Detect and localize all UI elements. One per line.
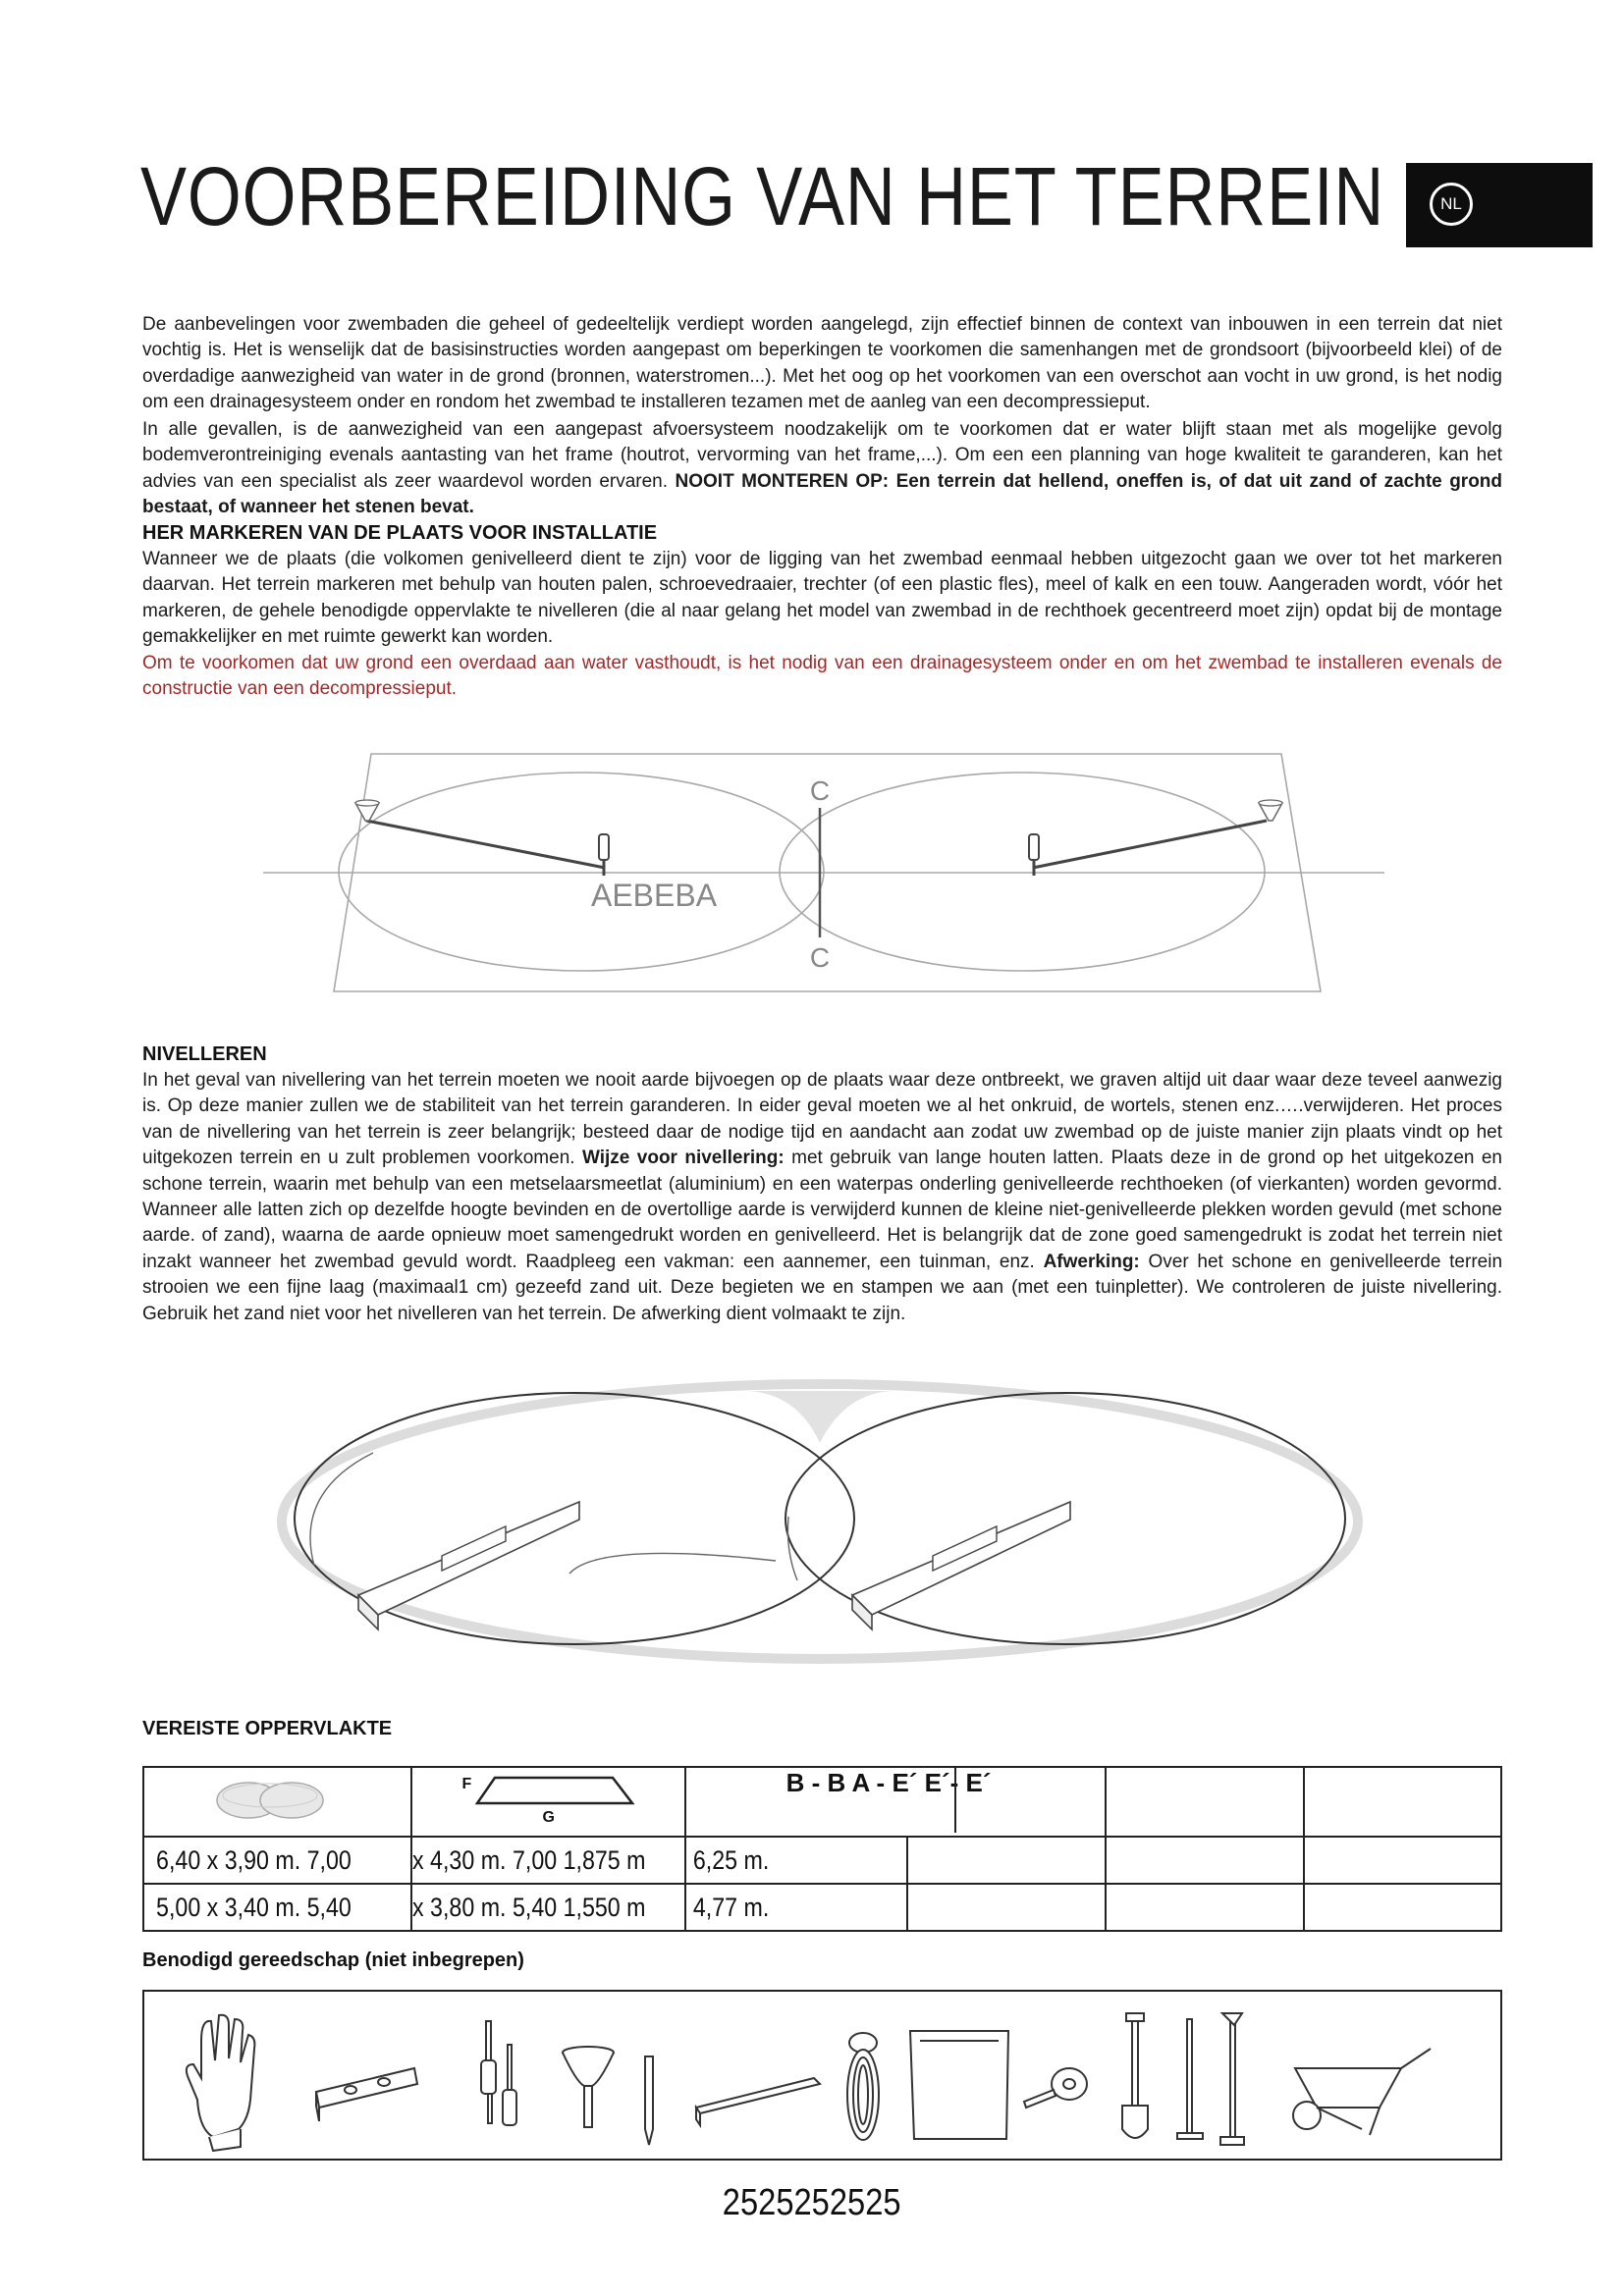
diagram-label-top: C xyxy=(809,775,831,806)
marking-heading: HER MARKEREN VAN DE PLAATS VOOR INSTALLATIE xyxy=(142,522,658,544)
cell xyxy=(1106,1884,1304,1931)
page-title: VOORBEREIDING VAN HET TERREIN xyxy=(140,150,1385,242)
cell xyxy=(907,1884,1106,1931)
surface-row-2 xyxy=(143,1884,1501,1931)
rope-icon xyxy=(847,2033,879,2140)
surface-row-1 xyxy=(143,1837,1501,1884)
pool-shape-icon xyxy=(144,1768,409,1829)
hoe-icon xyxy=(1220,2013,1244,2145)
cell xyxy=(1106,1837,1304,1884)
cell xyxy=(1304,1884,1501,1931)
cell: 6,40 x 3,90 m. 7,00 xyxy=(143,1837,411,1884)
cell xyxy=(907,1837,1106,1884)
surface-heading: VEREISTE OPPERVLAKTE xyxy=(142,1718,393,1739)
overlap-shading xyxy=(748,1391,892,1443)
cell: 6,25 m. xyxy=(685,1837,908,1884)
wheelbarrow-icon xyxy=(1293,2049,1431,2135)
stake-icon xyxy=(645,2056,653,2145)
empty-header-cell-5 xyxy=(1106,1767,1304,1837)
marking-warning: Om te voorkomen dat uw grond een overdaad aan water vasthoudt, is het nodig van een drainagesysteem onder en om het zwembad te installeren evenals de constructie van een decompressieput. xyxy=(142,653,1502,700)
columns-header-cell xyxy=(685,1767,1106,1837)
glove-icon xyxy=(187,2015,255,2151)
g-label: G xyxy=(542,1809,555,1826)
level-beam-left xyxy=(358,1502,579,1629)
tools-illustrations xyxy=(144,1992,1500,2159)
surface-table xyxy=(142,1766,1502,1932)
tape-measure-icon xyxy=(1024,2068,1087,2108)
columns-header-label: B - B A - E´ E´- E´ xyxy=(785,1768,992,1797)
cell: x 4,30 m. 7,00 1,875 m xyxy=(411,1837,684,1884)
intro-paragraph-1: De aanbevelingen voor zwembaden die geheel of gedeeltelijk verdiept worden aangelegd, zijn effectief binnen de context van inbouwen in een terrein dat niet vochtig is. Het is wenselijk dat de basisinstructies worden aangepast om beperkingen te voorkomen die samenhangen met de grondsoort (bijvoorbeeld klei) of de overdadige aanwezigheid van water in de grond (bronnen, waterstromen...). Met het oog op het voorkomen van een overschot aan vocht in uw grond, is het nodig om een drainagesysteem onder en rondom het zwembad te installeren tezamen met de aanleg van een decompressieput. xyxy=(142,314,1502,413)
leveling-text-3: Over het schone en genivelleerde terrein strooien we een fijne laag (maximaal1 cm) gezeefd zand uit. Deze begieten we en stampen we aan (met een tuinpletter). We controleren de juiste nivellering. Gebruik het zand niet voor het nivelleren van het terrein. De afwerking dient volmaakt te zijn. xyxy=(142,1251,1503,1324)
cell xyxy=(1304,1837,1501,1884)
spirit-level-icon xyxy=(316,2068,417,2121)
sand-bag-icon xyxy=(910,2031,1008,2139)
diagram-label-bottom: C xyxy=(809,942,831,973)
cell: x 3,80 m. 5,40 1,550 m xyxy=(411,1884,684,1931)
marking-text: Wanneer we de plaats (die volkomen genivelleerd dient te zijn) voor de ligging van het zwembad eenmaal hebben uitgezocht gaan we over tot het markeren daarvan. Het terrein markeren met behulp van houten palen, schroevedraaier, trechter (of een plastic fles), meel of kalk en een touw. Aangeraden wordt, vóór het markeren, de gehele benodigde oppervlakte te nivelleren (die al naar gelang het model van zwembad in de rechthoek gecentreerd moet zijn) opdat bij de montage gemakkelijker en met ruimte gewerkt kan worden. xyxy=(142,549,1502,648)
document-number-text: 2525252525 xyxy=(723,2182,901,2223)
intro-paragraph-2-text: In alle gevallen, is de aanwezigheid van een aangepast afvoersysteem noodzakelijk om te voorkomen dat er water blijft staan met als mogelijke gevolg bodemverontreiniging evenals aantasting van het frame (houtrot, vervorming van het frame,...). Om een een planning van hoge kwaliteit te garanderen, kan het advies van een specialist als zeer waardevol worden ervaren. xyxy=(142,419,1502,492)
language-badge: NL xyxy=(1430,183,1473,226)
intro-warning-bold: NOOIT MONTEREN OP: Een terrein dat hellend, oneffen is, of dat uit zand of zachte grond bestaat, of wanneer het stenen bevat. xyxy=(142,470,1503,518)
document-number xyxy=(0,2182,1624,2224)
leveling-bold-2: Afwerking: xyxy=(1043,1251,1140,1272)
pool-shape-cell xyxy=(143,1767,411,1837)
wooden-slat-icon xyxy=(696,2078,820,2125)
rake-icon xyxy=(1177,2019,1203,2139)
leveling-heading: NIVELLEREN xyxy=(142,1043,267,1065)
surface-header-row xyxy=(143,1767,1501,1837)
tools-box xyxy=(142,1990,1502,2161)
funnel-icon xyxy=(563,2047,614,2127)
trapezoid-cell xyxy=(411,1767,684,1837)
diagram-label-center: AEBEBA xyxy=(590,878,718,913)
f-label: F xyxy=(461,1776,472,1792)
leveling-text-1: In het geval van nivellering van het terrein moeten we nooit aarde bijvoegen op de plaats waar deze ontbreekt, we graven altijd uit daar waar deze teveel aanwezig is. Op deze manier zullen we de stabiliteit van het terrein garanderen. In eider geval moeten we al het onkruid, de wortels, stenen enz.….verwijderen. Het proces van de nivellering van het terrein is zeer belangrijk; besteed daar de nodige tijd en aandacht aan zodat uw zwembad op de juiste manier zijn plaats vindt op het uitgekozen terrein en u zult problemen voorkomen. xyxy=(142,1070,1502,1169)
level-beam-right xyxy=(852,1502,1070,1629)
trapezoid-icon xyxy=(475,1772,642,1811)
spade-icon xyxy=(1122,2013,1148,2138)
tools-heading: Benodigd gereedschap (niet inbegrepen) xyxy=(142,1949,524,1971)
screwdriver-icon xyxy=(481,2021,516,2125)
cell: 5,00 x 3,40 m. 5,40 xyxy=(143,1884,411,1931)
leveling-text-2: met gebruik van lange houten latten. Plaats deze in de grond op het uitgekozen en schone terrein, waarin met behulp van een metselaarsmeetlat (aluminium) en een waterpas onderling genivelleerde rechthoeken (of vierkanten) worden gevormd. Wanneer alle latten zich op dezelfde hoogte bevinden en de overtollige aarde is verwijderd kunnen de kleine niet-genivelleerde plekken worden gevuld (met schone aarde. of zand), waarna de aarde opnieuw moet samengedrukt worden en genivelleerd. Het is belangrijk dat de zone goed samengedrukt is zodat het terrein niet inzakt wanneer het zwembad gevuld wordt. Raadpleeg een vakman: een aannemer, een tuinman, enz. xyxy=(142,1148,1503,1272)
leveling-bold-1: Wijze voor nivellering: xyxy=(581,1148,785,1169)
cell: 4,77 m. xyxy=(685,1884,908,1931)
empty-header-cell-6 xyxy=(1304,1767,1501,1837)
